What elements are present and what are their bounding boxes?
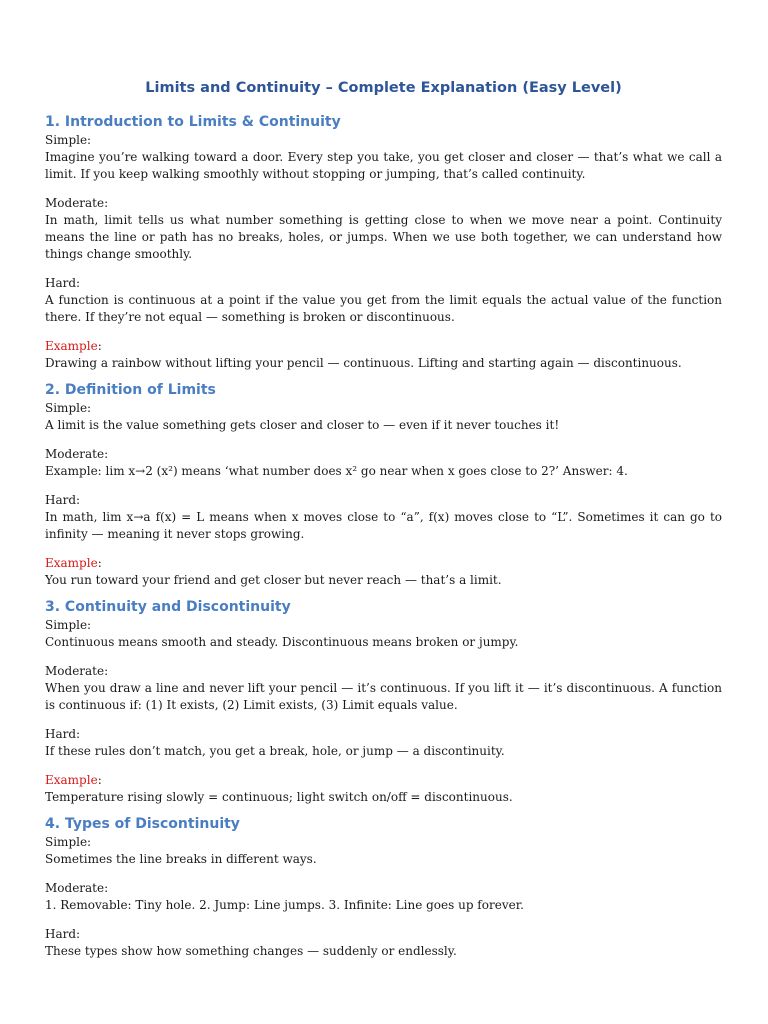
example-block — [45, 555, 722, 589]
hard-text: These types show how something changes — suddenly or endlessly. — [45, 944, 457, 958]
simple-text: Sometimes the line breaks in different ways. — [45, 852, 317, 866]
moderate-label: Moderate: — [45, 664, 109, 678]
example-label-colon: : — [97, 773, 102, 787]
example-label-text: Example — [45, 339, 98, 353]
example-block — [45, 338, 722, 372]
hard-label: Hard: — [45, 727, 81, 741]
hard-label: Hard: — [45, 927, 81, 941]
simple-block — [45, 400, 722, 434]
moderate-text: 1. Removable: Tiny hole. 2. Jump: Line jumps. 3. Infinite: Line goes up forever. — [45, 898, 524, 912]
section-continuity-and-discontinuity — [45, 597, 722, 806]
hard-block — [45, 926, 722, 960]
simple-label: Simple: — [45, 835, 92, 849]
moderate-text: When you draw a line and never lift your pencil — it’s continuous. If you lift it — it’s discontinuous. A function is continuous if: (1) It exists, (2) Limit exists, (3) Limit equals value. — [45, 681, 722, 712]
section-heading: 2. Definition of Limits — [45, 382, 216, 398]
moderate-block — [45, 880, 722, 914]
simple-text: Continuous means smooth and steady. Discontinuous means broken or jumpy. — [45, 635, 519, 649]
hard-label: Hard: — [45, 493, 81, 507]
hard-text: If these rules don’t match, you get a break, hole, or jump — a discontinuity. — [45, 744, 505, 758]
moderate-label: Moderate: — [45, 447, 109, 461]
example-text: You run toward your friend and get closer but never reach — that’s a limit. — [45, 573, 502, 587]
moderate-block — [45, 446, 722, 480]
hard-label: Hard: — [45, 276, 81, 290]
moderate-text: Example: lim x→2 (x²) means ‘what number does x² go near when x goes close to 2?’ Answer: 4. — [45, 464, 628, 478]
example-text: Drawing a rainbow without lifting your pencil — continuous. Lifting and starting again — discontinuous. — [45, 356, 682, 370]
section-heading: 4. Types of Discontinuity — [45, 816, 240, 832]
hard-text: A function is continuous at a point if the value you get from the limit equals the actual value of the function there. If they’re not equal — something is broken or discontinuous. — [45, 293, 722, 324]
section-heading: 3. Continuity and Discontinuity — [45, 599, 291, 615]
simple-label: Simple: — [45, 618, 92, 632]
section-definition-of-limits — [45, 380, 722, 589]
example-label-colon: : — [97, 339, 102, 353]
moderate-block — [45, 195, 722, 263]
simple-text: Imagine you’re walking toward a door. Every step you take, you get closer and closer — that’s what we call a limit. If you keep walking smoothly without stopping or jumping, that’s called continuity. — [45, 150, 722, 181]
hard-block — [45, 726, 722, 760]
example-block — [45, 772, 722, 806]
hard-block — [45, 275, 722, 326]
hard-block — [45, 492, 722, 543]
example-label — [45, 555, 722, 572]
example-label-text: Example — [45, 556, 98, 570]
simple-text: A limit is the value something gets closer and closer to — even if it never touches it! — [45, 418, 560, 432]
document-title: Limits and Continuity – Complete Explanation (Easy Level) — [145, 80, 622, 96]
example-label — [45, 338, 722, 355]
document-page — [45, 78, 722, 968]
example-label-colon: : — [97, 556, 102, 570]
section-heading: 1. Introduction to Limits & Continuity — [45, 114, 341, 130]
example-text: Temperature rising slowly = continuous; light switch on/off = discontinuous. — [45, 790, 513, 804]
hard-text: In math, lim x→a f(x) = L means when x moves close to “a”, f(x) moves close to “L”. Sometimes it can go to infinity — meaning it never stops growing. — [45, 510, 722, 541]
simple-block — [45, 132, 722, 183]
section-introduction — [45, 112, 722, 372]
moderate-label: Moderate: — [45, 881, 109, 895]
simple-label: Simple: — [45, 401, 92, 415]
section-types-of-discontinuity — [45, 814, 722, 960]
moderate-block — [45, 663, 722, 714]
example-label-text: Example — [45, 773, 98, 787]
example-label — [45, 772, 722, 789]
moderate-text: In math, limit tells us what number something is getting close to when we move near a point. Continuity means the line or path has no breaks, holes, or jumps. When we use both together, we can understand how things change smoothly. — [45, 213, 722, 261]
moderate-label: Moderate: — [45, 196, 109, 210]
simple-label: Simple: — [45, 133, 92, 147]
simple-block — [45, 617, 722, 651]
simple-block — [45, 834, 722, 868]
